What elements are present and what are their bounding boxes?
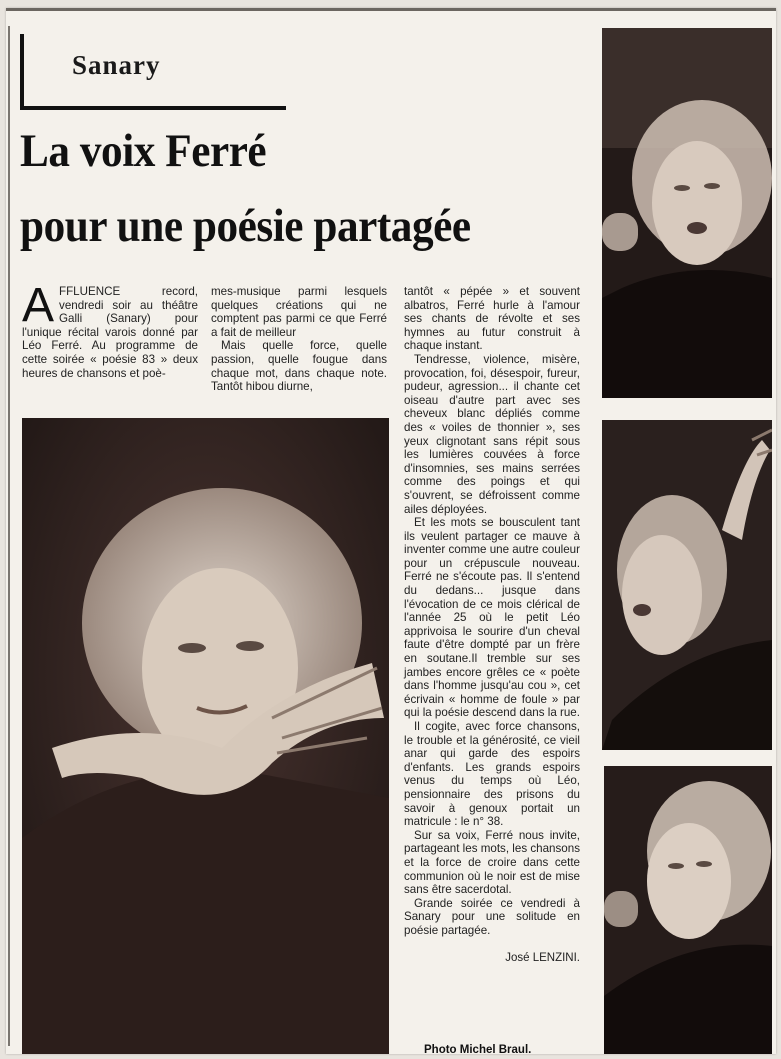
article-column-3 (404, 285, 580, 965)
left-rule (8, 26, 10, 1046)
paragraph: mes-musique parmi lesquels quelques créations qui ne comptent pas parmi ce que Ferré a fait de meilleur (211, 285, 387, 339)
side-photo-middle-image (602, 420, 772, 750)
headline-line-1: La voix Ferré (20, 125, 267, 177)
photo-credit: Photo Michel Braul. (424, 1044, 532, 1054)
article-column-2 (211, 285, 387, 394)
paragraph: Tendresse, violence, misère, provocation, foi, désespoir, fureur, pudeur, agression... il chante cet oiseau d'autre part avec ses cheveux blanc dépliés comme des « voiles de thonnier », ses yeux clignotant sans répit sous les lumières couvées à force d'insomnies, ses mains serrées comme des poings et qui s'ouvrent, se défroissent comme ailes déployées. (404, 352, 580, 516)
side-photo-top (602, 28, 772, 398)
headline-line-2: pour une poésie partagée (20, 200, 471, 252)
paragraph: Mais quelle force, quelle passion, quelle fougue dans chaque mot, dans chaque note. Tantôt hibou diurne, (211, 339, 387, 394)
article-column-1 (22, 279, 198, 380)
paragraph: Grande soirée ce vendredi à Sanary pour une solitude en poésie partagée. (404, 896, 580, 937)
paragraph (22, 279, 198, 380)
main-photo (22, 418, 389, 1054)
newspaper-clipping (6, 8, 776, 1054)
drop-cap: A (22, 279, 55, 332)
paragraph: Il cogite, avec force chansons, le trouble et la générosité, ce vieil anar qui garde des espoirs d'enfants. Les grands espoirs venus du temps où Léo, pensionnaire des prisons du savoir à genoux portait un matricule : le n° 38. (404, 720, 580, 829)
side-photo-bottom (604, 766, 772, 1054)
byline: José LENZINI. (505, 951, 580, 964)
side-photo-top-image (602, 28, 772, 398)
paragraph: Et les mots se bousculent tant ils veulent partager ce mauve à inventer comme une autre couleur pour un crépuscule nouveau. Ferré ne s'écoute pas. Il s'entend du dedans... jusque dans l'évocation de ce mois clérical de l'année 25 où le petit Léo apprivoisa le sourire d'un cheval faute d'être dompté par un frère en soutane.Il tremble sur ses jambes encore grêles ce « poète dans l'homme jusqu'au cou », cet écrivain « homme de foule » par qui la poésie descend dans la rue. (404, 516, 580, 720)
paragraph-text: FFLUENCE record, vendredi soir au théâtre Galli (Sanary) pour l'unique récital varois donné par Léo Ferré. Au programme de cette soirée « poésie 83 » deux heures de chansons et poè- (22, 285, 198, 380)
main-photo-image (22, 418, 389, 1054)
side-photo-bottom-image (604, 766, 772, 1054)
top-rule (6, 8, 776, 11)
side-photo-middle (602, 420, 772, 750)
section-label: Sanary (72, 50, 161, 80)
paragraph: Sur sa voix, Ferré nous invite, partageant les mots, les chansons et la force de croire dans cette communion où le noir est de mise sans être sacerdotal. (404, 828, 580, 897)
paragraph: tantôt « pépée » et souvent albatros, Ferré hurle à l'amour ses chants de révolte et ses hymnes au futur construit à chaque instant. (404, 285, 580, 353)
